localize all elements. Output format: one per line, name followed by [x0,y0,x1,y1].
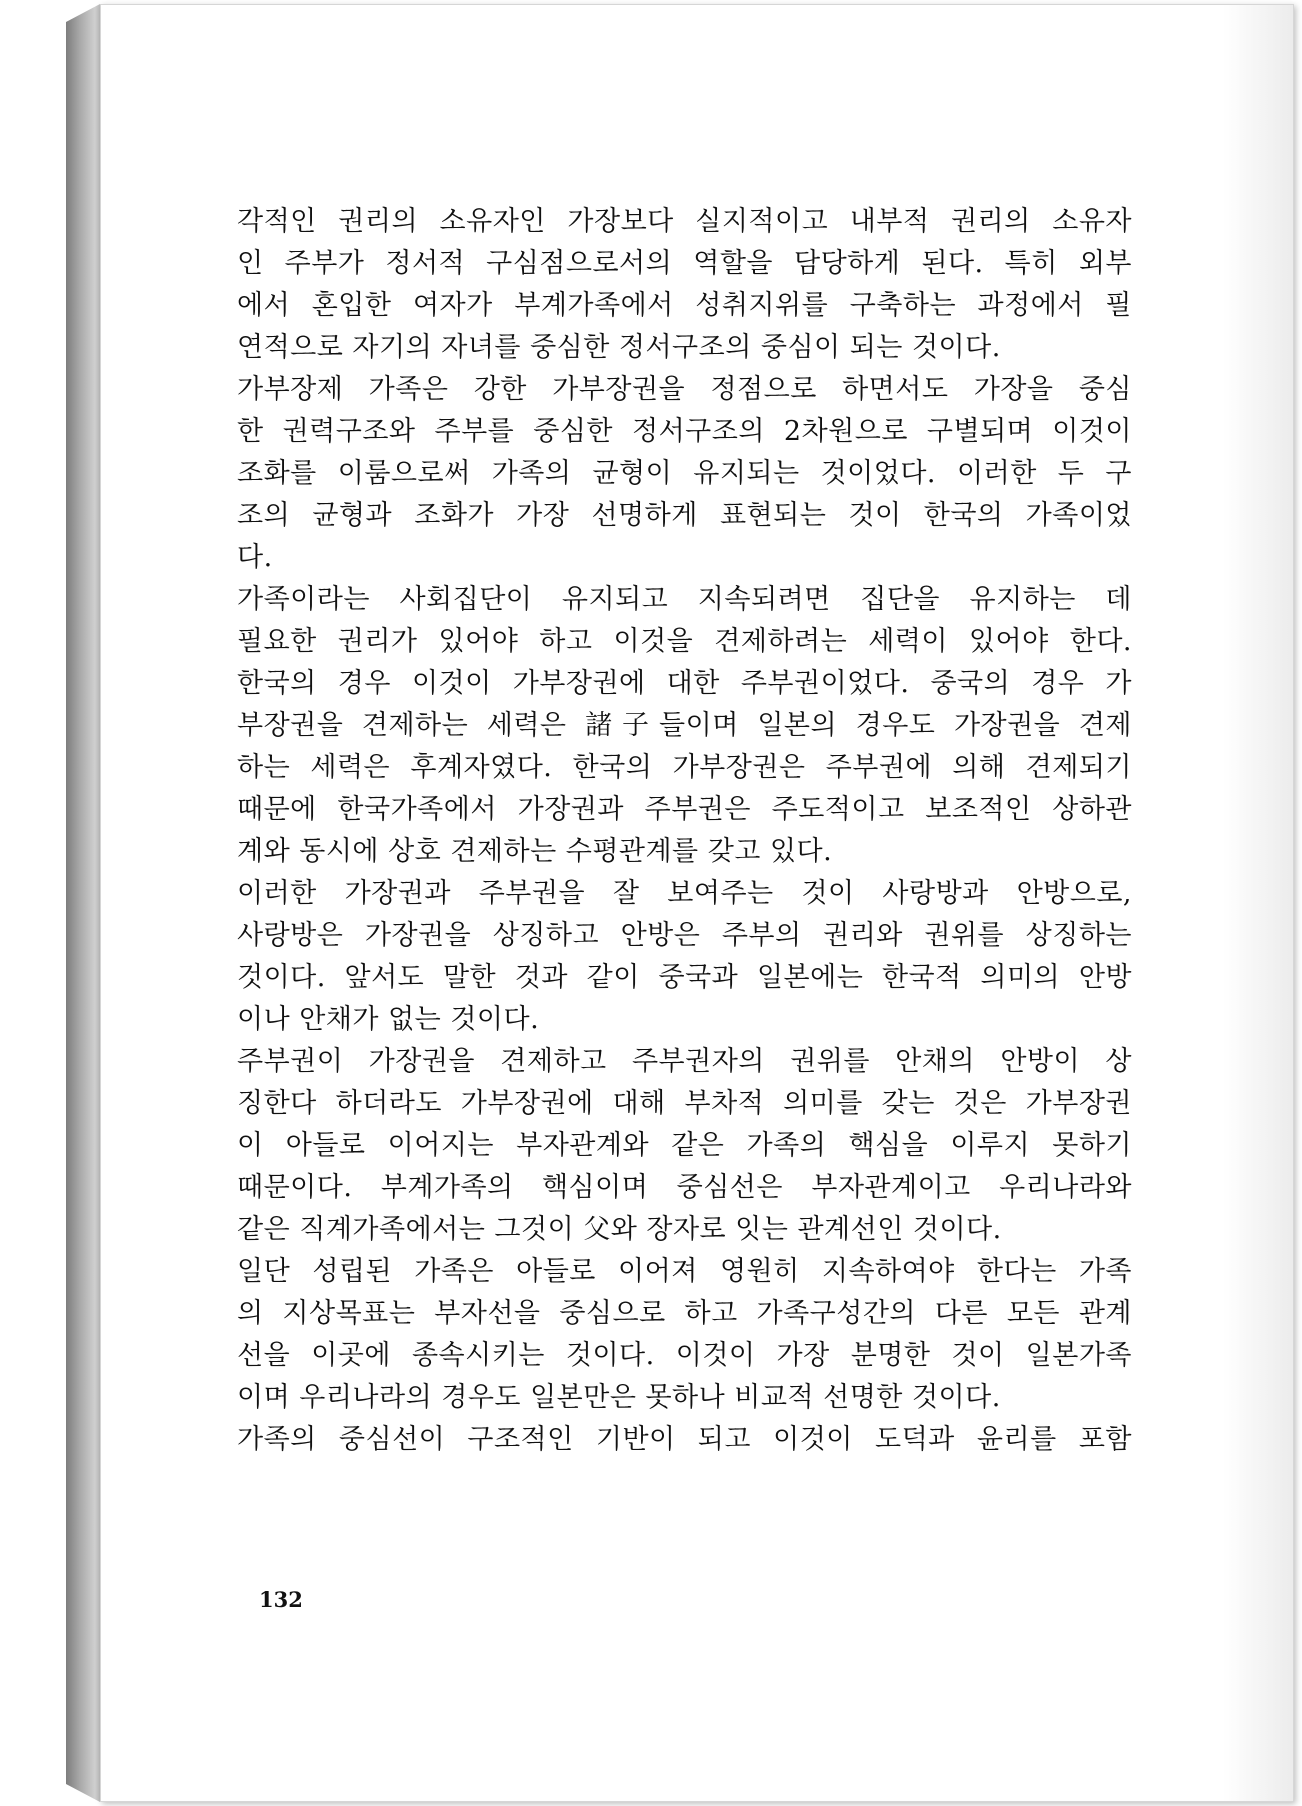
text-line: 일단 성립된 가족은 아들로 이어져 영원히 지속하여야 한다는 가족 [237,1256,1132,1287]
text-line: 징한다 하더라도 가부장권에 대해 부차적 의미를 갖는 것은 가부장권 [237,1088,1132,1119]
text-line: 각적인 권리의 소유자인 가장보다 실지적이고 내부적 권리의 소유자 [237,206,1132,237]
text-line: 의 지상목표는 부자선을 중심으로 하고 가족구성간의 다른 모든 관계 [237,1298,1132,1329]
paragraph [237,201,1132,369]
text-line: 계와 동시에 상호 견제하는 수평관계를 갖고 있다. [237,836,833,867]
paragraph [237,1419,1132,1461]
text-line: 때문이다. 부계가족의 핵심이며 중심선은 부자관계이고 우리나라와 [237,1172,1132,1203]
text-line: 한국의 경우 이것이 가부장권에 대한 주부권이었다. 중국의 경우 가 [237,668,1132,699]
paragraph [237,369,1132,579]
text-line: 같은 직계가족에서는 그것이 父와 장자로 잇는 관계선인 것이다. [237,1214,1002,1245]
text-line: 때문에 한국가족에서 가장권과 주부권은 주도적이고 보조적인 상하관 [237,794,1132,825]
paragraph [237,579,1132,873]
body-text [237,201,1132,1461]
text-line: 인 주부가 정서적 구심점으로서의 역할을 담당하게 된다. 특히 외부 [237,248,1132,279]
text-line: 에서 혼입한 여자가 부계가족에서 성취지위를 구축하는 과정에서 필 [237,290,1132,321]
text-line: 가부장제 가족은 강한 가부장권을 정점으로 하면서도 가장을 중심 [237,374,1132,405]
text-line: 이나 안채가 없는 것이다. [237,1004,540,1035]
text-line: 다. [237,542,273,573]
text-line: 가족이라는 사회집단이 유지되고 지속되려면 집단을 유지하는 데 [237,584,1132,615]
text-line: 선을 이곳에 종속시키는 것이다. 이것이 가장 분명한 것이 일본가족 [237,1340,1132,1371]
text-line: 한 권력구조와 주부를 중심한 정서구조의 2차원으로 구별되며 이것이 [237,416,1132,447]
text-line: 이러한 가장권과 주부권을 잘 보여주는 것이 사랑방과 안방으로, [237,878,1132,909]
paragraph [237,1251,1132,1419]
page-number: 132 [259,1587,303,1612]
paragraph [237,1041,1132,1251]
text-line: 부장권을 견제하는 세력은 諸子들이며 일본의 경우도 가장권을 견제 [237,710,1132,741]
text-line: 이며 우리나라의 경우도 일본만은 못하나 비교적 선명한 것이다. [237,1382,1001,1413]
text-line: 주부권이 가장권을 견제하고 주부권자의 권위를 안채의 안방이 상 [237,1046,1132,1077]
text-line: 것이다. 앞서도 말한 것과 같이 중국과 일본에는 한국적 의미의 안방 [237,962,1132,993]
text-line: 하는 세력은 후계자였다. 한국의 가부장권은 주부권에 의해 견제되기 [237,752,1132,783]
text-line: 이 아들로 이어지는 부자관계와 같은 가족의 핵심을 이루지 못하기 [237,1130,1132,1161]
text-line: 조의 균형과 조화가 가장 선명하게 표현되는 것이 한국의 가족이었 [237,500,1132,531]
paragraph [237,873,1132,1041]
text-line: 가족의 중심선이 구조적인 기반이 되고 이것이 도덕과 윤리를 포함 [237,1424,1132,1455]
text-line: 필요한 권리가 있어야 하고 이것을 견제하려는 세력이 있어야 한다. [237,626,1132,657]
book-spine [66,4,100,1802]
text-line: 연적으로 자기의 자녀를 중심한 정서구조의 중심이 되는 것이다. [237,332,1001,363]
text-line: 조화를 이룸으로써 가족의 균형이 유지되는 것이었다. 이러한 두 구 [237,458,1132,489]
page-edge-shadow [1223,5,1293,1801]
text-line: 사랑방은 가장권을 상징하고 안방은 주부의 권리와 권위를 상징하는 [237,920,1132,951]
